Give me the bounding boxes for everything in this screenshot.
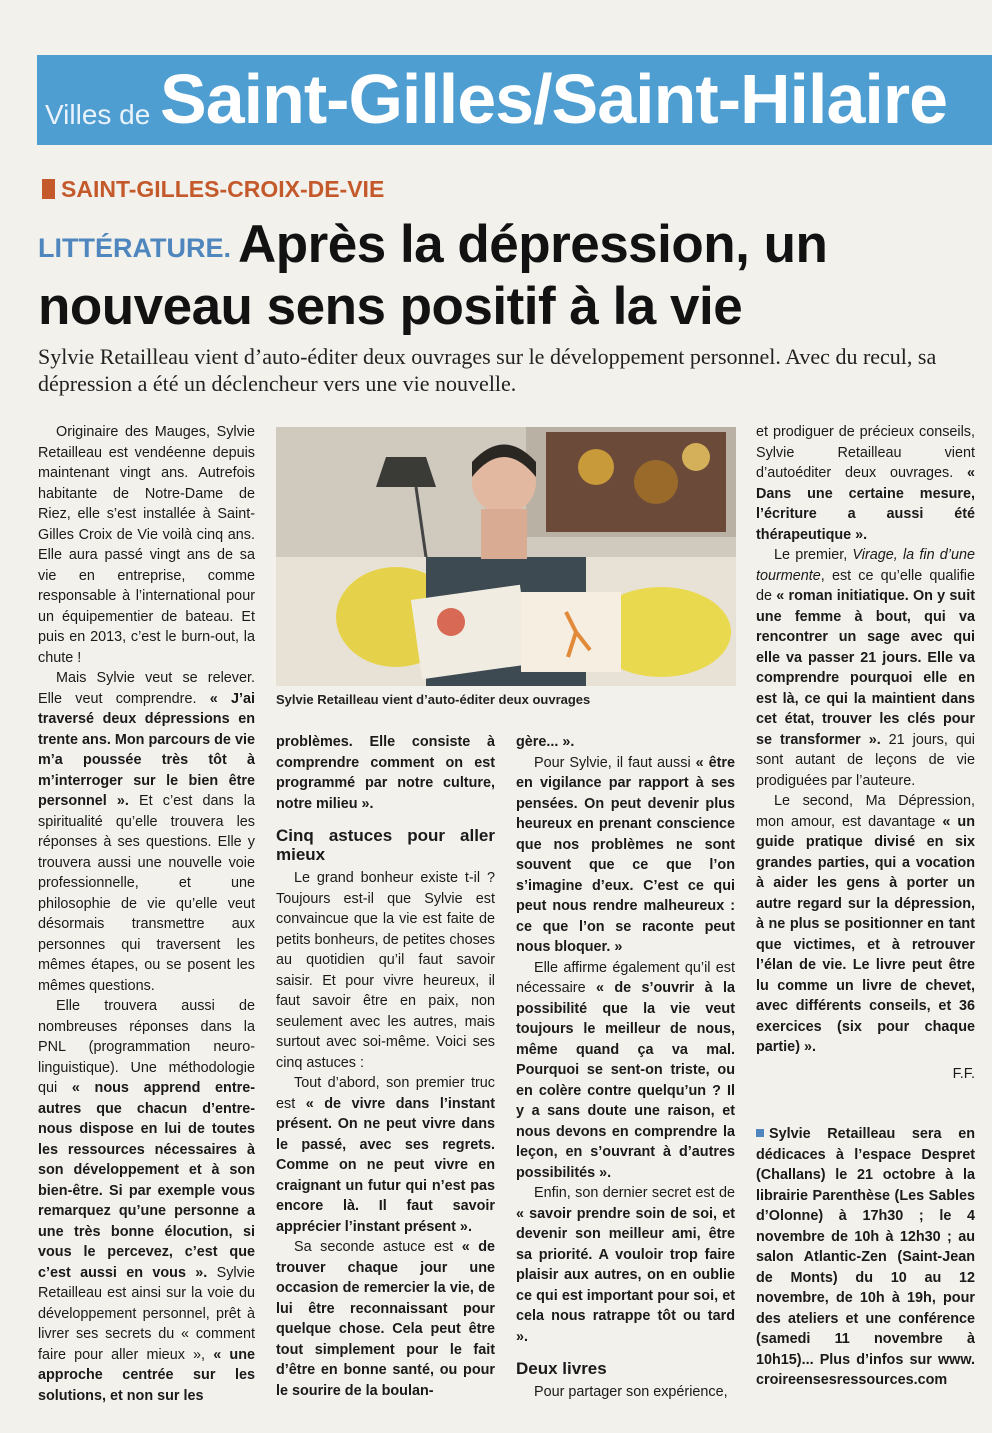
photo-caption: Sylvie Retailleau vient d’auto-éditer deux ouvrages [276,692,591,707]
info-square-icon [756,1129,764,1137]
paragraph: Sa seconde astuce est « de trouver chaque jour une occasion de remercier la vie, de lui être reconnaissant pour quelque chose. Cela peut être tout simplement pour le fait d’être en bonne santé, ou pour le sourire de la boulan- [276,1239,496,1399]
info-box [756,1124,975,1391]
paragraph: Le second, Ma Dépression, mon amour, est davantage « un guide pratique divisé en six grandes parties, qui a vocation à aider les gens à porter un autre regard sur la dépression, à ne plus se positionner en tant que victimes, et à retrouver l’élan de vie. Le livre peut être lu comme un livre de chevet, avec différents conseils, et 36 exercices (six pour chaque partie) ». [756,793,975,1055]
paragraph: Mais Sylvie veut se relever. Elle veut comprendre. « J’ai traversé deux dépressions en trente ans. Mon parcours de vie m’a poussée très tôt à m’interroger sur le bien être personnel ». Et c’est dans la spiritualité qu’elle trouvera les réponses à ses questions. Elle y trouvera aussi une nouvelle voie professionnelle, et une philosophie de vie qu’elle veut désormais transmettre aux personnes qui traversent les mêmes étapes, ou se posent les mêmes questions. [38,670,255,994]
article-column-4 [756,422,975,1084]
article-column-1 [38,422,255,1406]
kicker-text: SAINT-GILLES-CROIX-DE-VIE [61,176,385,202]
section-banner [37,55,992,145]
paragraph: Pour partager son expérience, [534,1384,728,1400]
paragraph: Elle affirme également qu’il est nécessaire « de s’ouvrir à la possibilité que la vie veut toujours le meilleur de nous, même quand ça va mal. Pourquoi se sent-on triste, ou en colère contre quelqu’un ? Il y a sans doute une raison, et nous devons en comprendre la leçon, en s’ouvrant à d’autres possibilités ». [516,959,735,1181]
paragraph: problèmes. Elle consiste à comprendre comment on est programmé par notre culture, notre milieu ». [276,734,495,812]
banner-prefix: Villes de [45,99,151,130]
banner-city: Saint-Gilles/Saint-Hilaire [160,60,947,138]
paragraph: gère... ». [516,734,575,750]
paragraph: Le premier, Virage, la fin d’une tourmente, est ce qu’elle qualifie de « roman initiatique. On y suit une femme à bout, qui va rencontrer un sage avec qui elle va passer 21 jours. Elle va comprendre pourquoi elle en est là, ce qui la maintient dans cet état, trouver les clés pour se transformer ». 21 jours, qui sont autant de leçons de vie prodiguées par l’auteure. [756,547,976,789]
subheading: Deux livres [516,1359,607,1378]
article-headline: Après la dépression, un nouveau sens positif à la vie [38,215,828,336]
location-kicker [42,176,384,203]
event-info: Sylvie Retailleau sera en dédicaces à l’espace Despret (Challans) le 21 octobre à la librairie Parenthèse (Les Sables d’Olonne) à 17h30 ; le 4 novembre de 10h à 12h30 ; au salon Atlantic-Zen (Saint-Jean de Monts) du 10 au 12 novembre, de 10h à 19h, pour des ateliers et une conférence (samedi 11 novembre à 10h15)... Plus d’infos sur www. croireensesressources.com [756,1126,975,1388]
subheading: Cinq astuces pour aller mieux [276,826,495,864]
article-column-3 [516,732,735,1403]
kicker-square-icon [42,179,55,199]
photo-illustration [276,427,736,686]
paragraph: Originaire des Mauges, Sylvie Retailleau est vendéenne depuis maintenant vingt ans. Autrefois habitante de Notre-Dame de Riez, elle s’est installée à Saint-Gilles Croix de Vie voilà cinq ans. Elle aura passé vingt ans de sa vie en entreprise, comme responsable à l’international pour un équipementier de bateau. Et puis en 2013, c’est le burn-out, la chute ! [38,424,255,666]
paragraph: et prodiguer de précieux conseils, Sylvie Retailleau vient d’autoéditer deux ouvrages. « Dans une certaine mesure, l’écriture a aussi été thérapeutique ». [756,424,976,543]
paragraph: Pour Sylvie, il faut aussi « être en vigilance par rapport à ses pensées. On peut devenir plus heureux en prenant conscience que nos problèmes ne sont souvent que ce que l’on s’imagine d’eux. C’est ce qui peut nous rendre malheureux : ce que l’on se raconte peut nous bloquer. » [516,754,735,955]
author-signature: F.F. [952,1065,975,1082]
paragraph: Elle trouvera aussi de nombreuses réponses dans la PNL (programmation neuro-linguistique). Une méthodologie qui « nous apprend entre-autres que chacun d’entre-nous dispose en lui de toutes les ressources nécessaires à son développement et à son bien-être. Si par exemple vous remarquez qu’une personne a une très bonne élocution, si vous le percevez, c’est que c’est aussi en vous ». Sylvie Retailleau est ainsi sur la voie du développement personnel, prêt à livrer ses secrets du « comment faire pour aller mieux », « une approche centrée sur les solutions, et non sur les [38,998,256,1404]
rubric-label: LITTÉRATURE. [38,233,231,263]
paragraph: Le grand bonheur existe t-il ? Toujours est-il que Sylvie est convaincue que la vie est faite de petits bonheurs, de petites choses au quotidien qu’il faut savoir saisir. Et pour vivre heureux, il faut savoir être en paix, non seulement avec les autres, mais surtout avec soi-même. Voici ses cinq astuces : [276,870,495,1071]
article-lede: Sylvie Retailleau vient d’auto-éditer deux ouvrages sur le développement personnel. Avec du recul, sa dépression a été un déclencheur vers une vie nouvelle. [38,344,937,396]
paragraph: Tout d’abord, son premier truc est « de vivre dans l’instant présent. On ne peut vivre dans le passé, avec ses regrets. Comme on ne peut vivre en craignant un futur qui n’est pas encore là. Il faut savoir apprécier l’instant présent ». [276,1075,495,1235]
article-photo [276,427,736,686]
paragraph: Enfin, son dernier secret est de « savoir prendre soin de soi, et devenir son meilleur ami, être sa priorité. A vouloir trop faire plaisir aux autres, on en oublie ce qui est important pour soi, et cela nous ratrappe tôt ou tard ». [516,1185,735,1345]
article-column-2 [276,732,495,1401]
